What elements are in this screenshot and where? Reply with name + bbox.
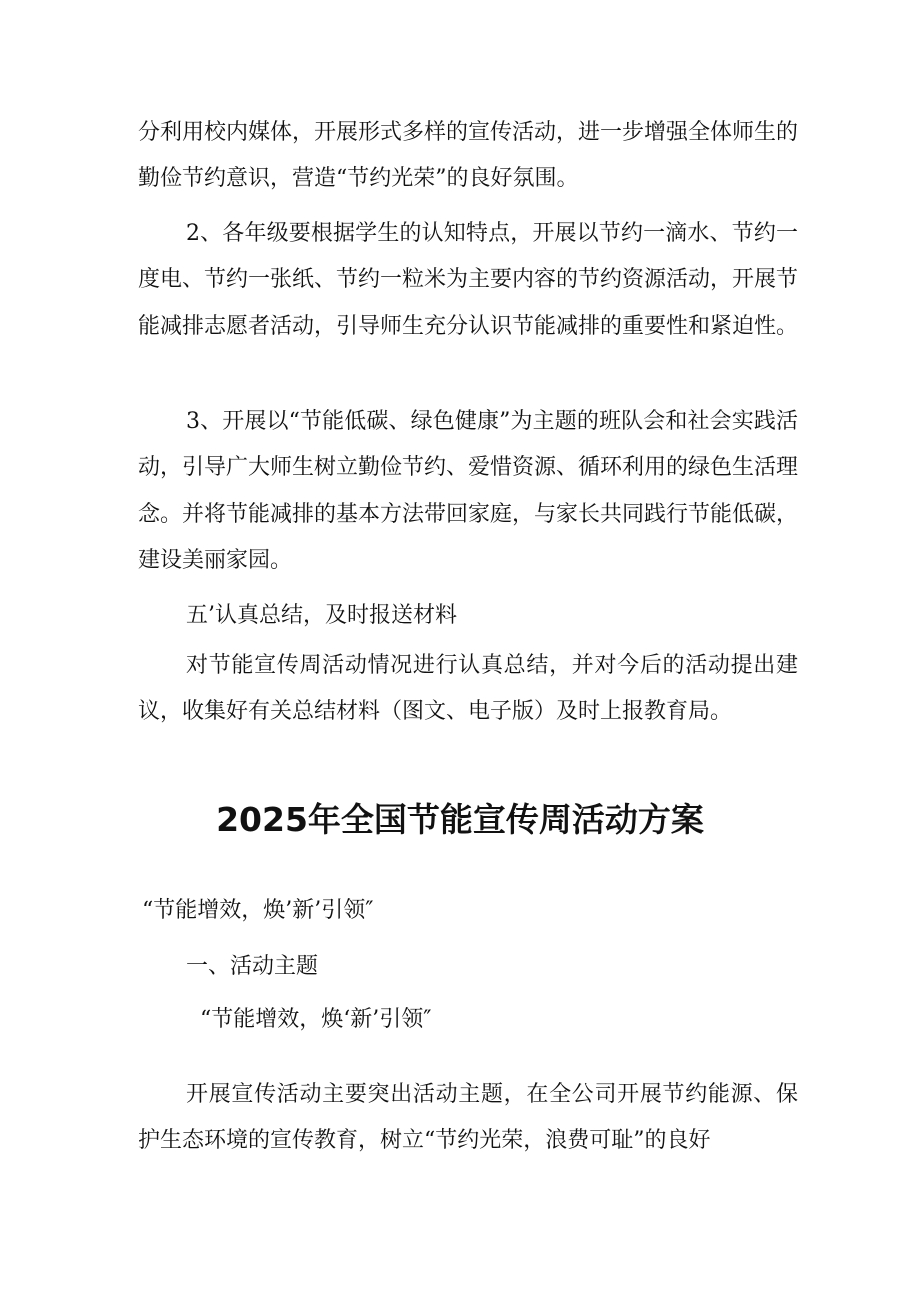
document-title: 2025年全国节能宣传周活动方案 [216,800,704,839]
heading-summary: 五’认真总结，及时报送材料 [186,603,457,628]
paragraph-publicity-campaign: 开展宣传活动主要突出活动主题，在全公司开展节约能源、保护生态环境的宣传教育，树立“节约光荣，浪费可耻”的良好 [138,1082,798,1154]
paragraph-grade-activities: 2、各年级要根据学生的认知特点，开展以节约一滴水、节约一度电、节约一张纸、节约一粒米为主要内容的节约资源活动，开展节能减排志愿者活动，引导师生充分认识节能减排的重要性和紧迫性。 [138,221,799,339]
heading-activity-theme: 一、活动主题 [186,954,319,979]
paragraph-summary-report: 对节能宣传周活动情况进行认真总结，并对今后的活动提出建议，收集好有关总结材料（图文、电子版）及时上报教育局。 [138,653,798,725]
paragraph-media-publicity: 分利用校内媒体，开展形式多样的宣传活动，进一步增强全体师生的勤俭节约意识，营造“节约光荣”的良好氛围。 [138,120,799,192]
slogan-line: “节能增效，焕’新’引领″ [142,898,374,923]
paragraph-class-meetings: 3、开展以“节能低碳、绿色健康”为主题的班队会和社会实践活动，引导广大师生树立勤俭节约、爱惜资源、循环利用的绿色生活理念。并将节能减排的基本方法带回家庭，与家长共同践行节能低碳，建设美丽家园。 [138,409,799,574]
theme-text: “节能增效，焕‘新’引领″ [200,1007,432,1032]
